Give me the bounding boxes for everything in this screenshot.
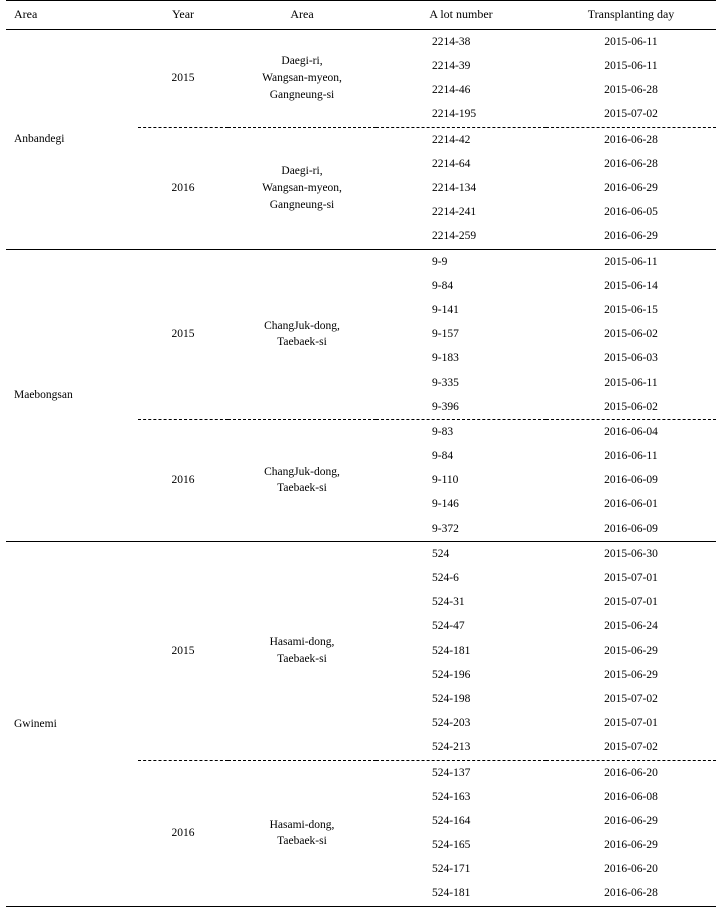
cell-lot-number: 2214-46 — [432, 84, 471, 97]
column-header-year: Year — [138, 1, 228, 30]
cell-lot-number: 9-335 — [432, 376, 459, 389]
cell-lot-number: 524-164 — [432, 814, 471, 827]
cell-lot-number: 524-198 — [432, 692, 471, 705]
cell-lot-number: 524-163 — [432, 790, 471, 803]
table-row — [6, 249, 716, 274]
cell-transplanting-day: 2016-06-04 — [546, 420, 716, 445]
cell-lot-number: 524-165 — [432, 839, 471, 852]
cell-lot-number: 524-31 — [432, 596, 465, 609]
cell-transplanting-day: 2016-06-08 — [604, 790, 658, 803]
cell-transplanting-day: 2016-06-20 — [604, 863, 658, 876]
cell-address: Hasami-dong, Taebaek-si — [228, 760, 376, 906]
cell-transplanting-day: 2016-06-05 — [604, 206, 658, 219]
cell-lot-number: 524-203 — [432, 717, 471, 730]
table-body — [6, 30, 716, 907]
cell-lot-number: 9-372 — [432, 522, 459, 535]
cell-transplanting-day: 2016-06-11 — [604, 450, 658, 463]
cell-address: Daegi-ri, Wangsan-myeon, Gangneung-si — [262, 55, 342, 101]
cell-lot-number: 9-157 — [432, 328, 459, 341]
cell-lot-number: 9-110 — [432, 474, 459, 487]
cell-address: Hasami-dong, Taebaek-si — [228, 541, 376, 760]
cell-area-name: Anbandegi — [14, 133, 65, 146]
cell-transplanting-day: 2015-06-11 — [604, 35, 658, 48]
cell-transplanting-day: 2015-06-11 — [604, 376, 658, 389]
cell-transplanting-day: 2015-06-14 — [604, 279, 658, 292]
cell-lot-number: 2214-64 — [432, 157, 471, 170]
column-header-lot-number: A lot number — [376, 1, 546, 30]
cell-transplanting-day: 2016-06-09 — [604, 474, 658, 487]
cell-year: 2015 — [138, 541, 228, 760]
cell-lot-number: 524-181 — [432, 887, 471, 900]
table-row — [6, 30, 716, 55]
cell-lot-number: 2214-42 — [376, 127, 546, 152]
column-header-address: Area — [228, 1, 376, 30]
column-header-area: Area — [6, 1, 138, 30]
cell-transplanting-day: 2016-06-29 — [604, 230, 658, 243]
cell-transplanting-day: 2015-06-15 — [604, 303, 658, 316]
cell-transplanting-day: 2015-07-02 — [604, 741, 658, 754]
cell-lot-number: 524-213 — [432, 741, 471, 754]
cell-lot-number: 2214-259 — [432, 230, 477, 243]
cell-transplanting-day: 2016-06-29 — [604, 839, 658, 852]
cell-transplanting-day: 2015-06-30 — [546, 541, 716, 566]
cell-transplanting-day: 2015-06-29 — [604, 668, 658, 681]
cell-lot-number: 524-137 — [376, 760, 546, 785]
cell-year: 2016 — [138, 127, 228, 249]
cell-area-name: Maebongsan — [6, 249, 138, 541]
cell-transplanting-day: 2015-06-11 — [604, 60, 658, 73]
cell-lot-number: 2214-38 — [432, 35, 471, 48]
cell-lot-number: 9-9 — [376, 249, 546, 274]
cell-transplanting-day: 2015-07-02 — [604, 108, 658, 121]
cell-transplanting-day: 2015-06-02 — [604, 400, 658, 413]
cell-year: 2015 — [138, 249, 228, 419]
cell-transplanting-day: 2016-06-29 — [604, 182, 658, 195]
cell-lot-number: 524-196 — [432, 668, 471, 681]
cell-lot-number: 9-84 — [432, 450, 454, 463]
cell-lot-number: 9-146 — [432, 498, 459, 511]
cell-transplanting-day: 2016-06-01 — [604, 498, 658, 511]
cell-address: Daegi-ri, Wangsan-myeon, Gangneung-si — [228, 127, 376, 249]
cell-address: ChangJuk-dong, Taebaek-si — [228, 420, 376, 542]
cell-lot-number: 9-83 — [376, 420, 546, 445]
cell-lot-number: 9-396 — [432, 400, 459, 413]
column-header-transplanting-day: Transplanting day — [546, 1, 716, 30]
table-header — [6, 1, 716, 30]
cell-transplanting-day: 2016-06-09 — [604, 522, 658, 535]
table-header-row — [6, 1, 716, 30]
cell-year: 2015 — [171, 72, 195, 85]
cell-year: 2016 — [138, 760, 228, 906]
cell-transplanting-day: 2015-06-24 — [604, 620, 658, 633]
cell-area-name: Gwinemi — [6, 541, 138, 906]
cell-lot-number: 2214-39 — [432, 60, 471, 73]
cell-transplanting-day: 2015-07-02 — [604, 692, 658, 705]
cell-transplanting-day: 2016-06-28 — [546, 127, 716, 152]
cell-transplanting-day: 2015-06-28 — [604, 84, 658, 97]
cell-transplanting-day: 2016-06-29 — [604, 814, 658, 827]
table-row — [6, 541, 716, 566]
cell-transplanting-day: 2015-07-01 — [604, 596, 658, 609]
cell-transplanting-day: 2015-07-01 — [604, 717, 658, 730]
cell-lot-number: 9-84 — [432, 279, 454, 292]
transplanting-records-table — [6, 0, 716, 907]
cell-lot-number: 9-183 — [432, 352, 459, 365]
cell-transplanting-day: 2016-06-20 — [546, 760, 716, 785]
cell-transplanting-day: 2015-06-29 — [604, 644, 658, 657]
cell-lot-number: 524-171 — [432, 863, 471, 876]
cell-lot-number: 524-47 — [432, 620, 465, 633]
cell-lot-number: 524-6 — [432, 572, 459, 585]
cell-lot-number: 2214-195 — [432, 108, 477, 121]
cell-lot-number: 524 — [376, 541, 546, 566]
cell-lot-number: 2214-134 — [432, 182, 477, 195]
cell-lot-number: 2214-241 — [432, 206, 477, 219]
cell-transplanting-day: 2015-07-01 — [604, 572, 658, 585]
cell-transplanting-day: 2015-06-03 — [604, 352, 658, 365]
cell-year: 2016 — [138, 420, 228, 542]
cell-lot-number: 9-141 — [432, 303, 459, 316]
cell-lot-number: 524-181 — [432, 644, 471, 657]
cell-transplanting-day: 2016-06-28 — [604, 887, 658, 900]
cell-address: ChangJuk-dong, Taebaek-si — [228, 249, 376, 419]
cell-transplanting-day: 2016-06-28 — [604, 157, 658, 170]
cell-transplanting-day: 2015-06-02 — [604, 328, 658, 341]
cell-transplanting-day: 2015-06-11 — [546, 249, 716, 274]
